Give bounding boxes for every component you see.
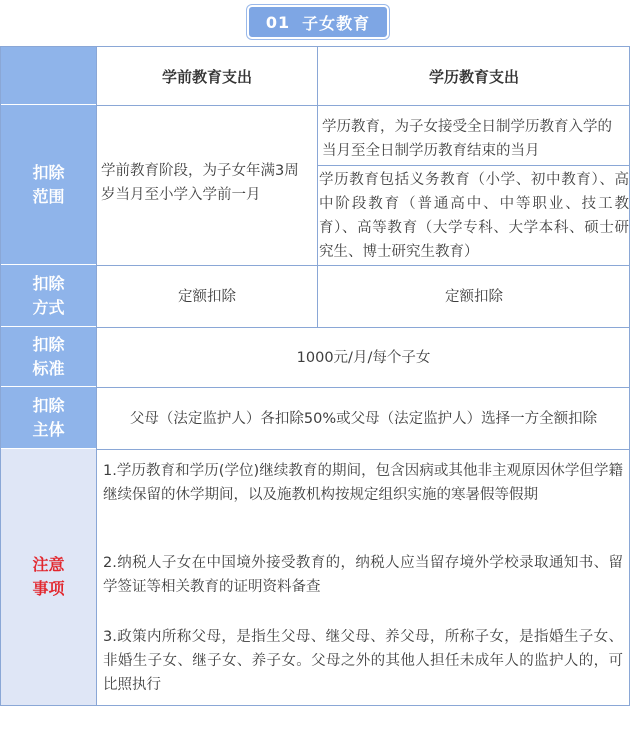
note-item-2: 2.纳税人子女在中国境外接受教育的，纳税人应当留存境外学校录取通知书、留学签证等相关教育的证明资料备查 [103,555,623,595]
scope-academic-period-text: 学历教育，为子女接受全日制学历教育入学的当月至全日制学历教育结束的当月 [322,119,612,159]
section-title-text: 子女教育 [302,13,371,33]
grid-line [96,449,630,450]
column-header-preschool: 学前教育支出 [161,67,252,86]
deduction-table [0,46,630,706]
subject-value-text: 父母（法定监护人）各扣除50%或父母（法定监护人）选择一方全额扣除 [129,410,598,427]
standard-value-text: 1000元/月/每个子女 [296,349,431,366]
note-item-1: 1.学历教育和学历(学位)继续教育的期间，包含因病或其他非主观原因休学但学籍继续保留的休学期间，以及施教机构按规定组织实施的寒暑假等假期 [103,463,623,503]
row-label-notes: 注意 事项 [1,449,96,705]
column-header-academic: 学历教育支出 [428,67,519,86]
row-label-subject: 扣除 主体 [1,387,96,449]
method-academic-text: 定额扣除 [445,288,503,305]
row-label-standard: 扣除 标准 [1,327,96,387]
method-preschool-text: 定额扣除 [178,288,236,305]
section-title [247,5,389,39]
grid-line [96,105,630,106]
corner-cell [1,47,96,105]
note-item-3: 3.政策内所称父母，是指生父母、继父母、养父母，所称子女，是指婚生子女、非婚生子女、继子女、养子女。父母之外的其他人担任未成年人的监护人的，可比照执行 [103,629,623,693]
row-label-method: 扣除 方式 [1,265,96,327]
scope-preschool-text: 学前教育阶段，为子女年满3周岁当月至小学入学前一月 [101,163,299,203]
grid-line [317,165,630,166]
section-number: 01 [265,12,291,32]
scope-academic-levels-text: 学历教育包括义务教育（小学、初中教育）、高中阶段教育（普通高中、中等职业、技工教育）、高等教育（大学专科、大学本科、硕士研究生、博士研究生教育） [319,172,629,260]
row-label-scope: 扣除 范围 [1,105,96,265]
